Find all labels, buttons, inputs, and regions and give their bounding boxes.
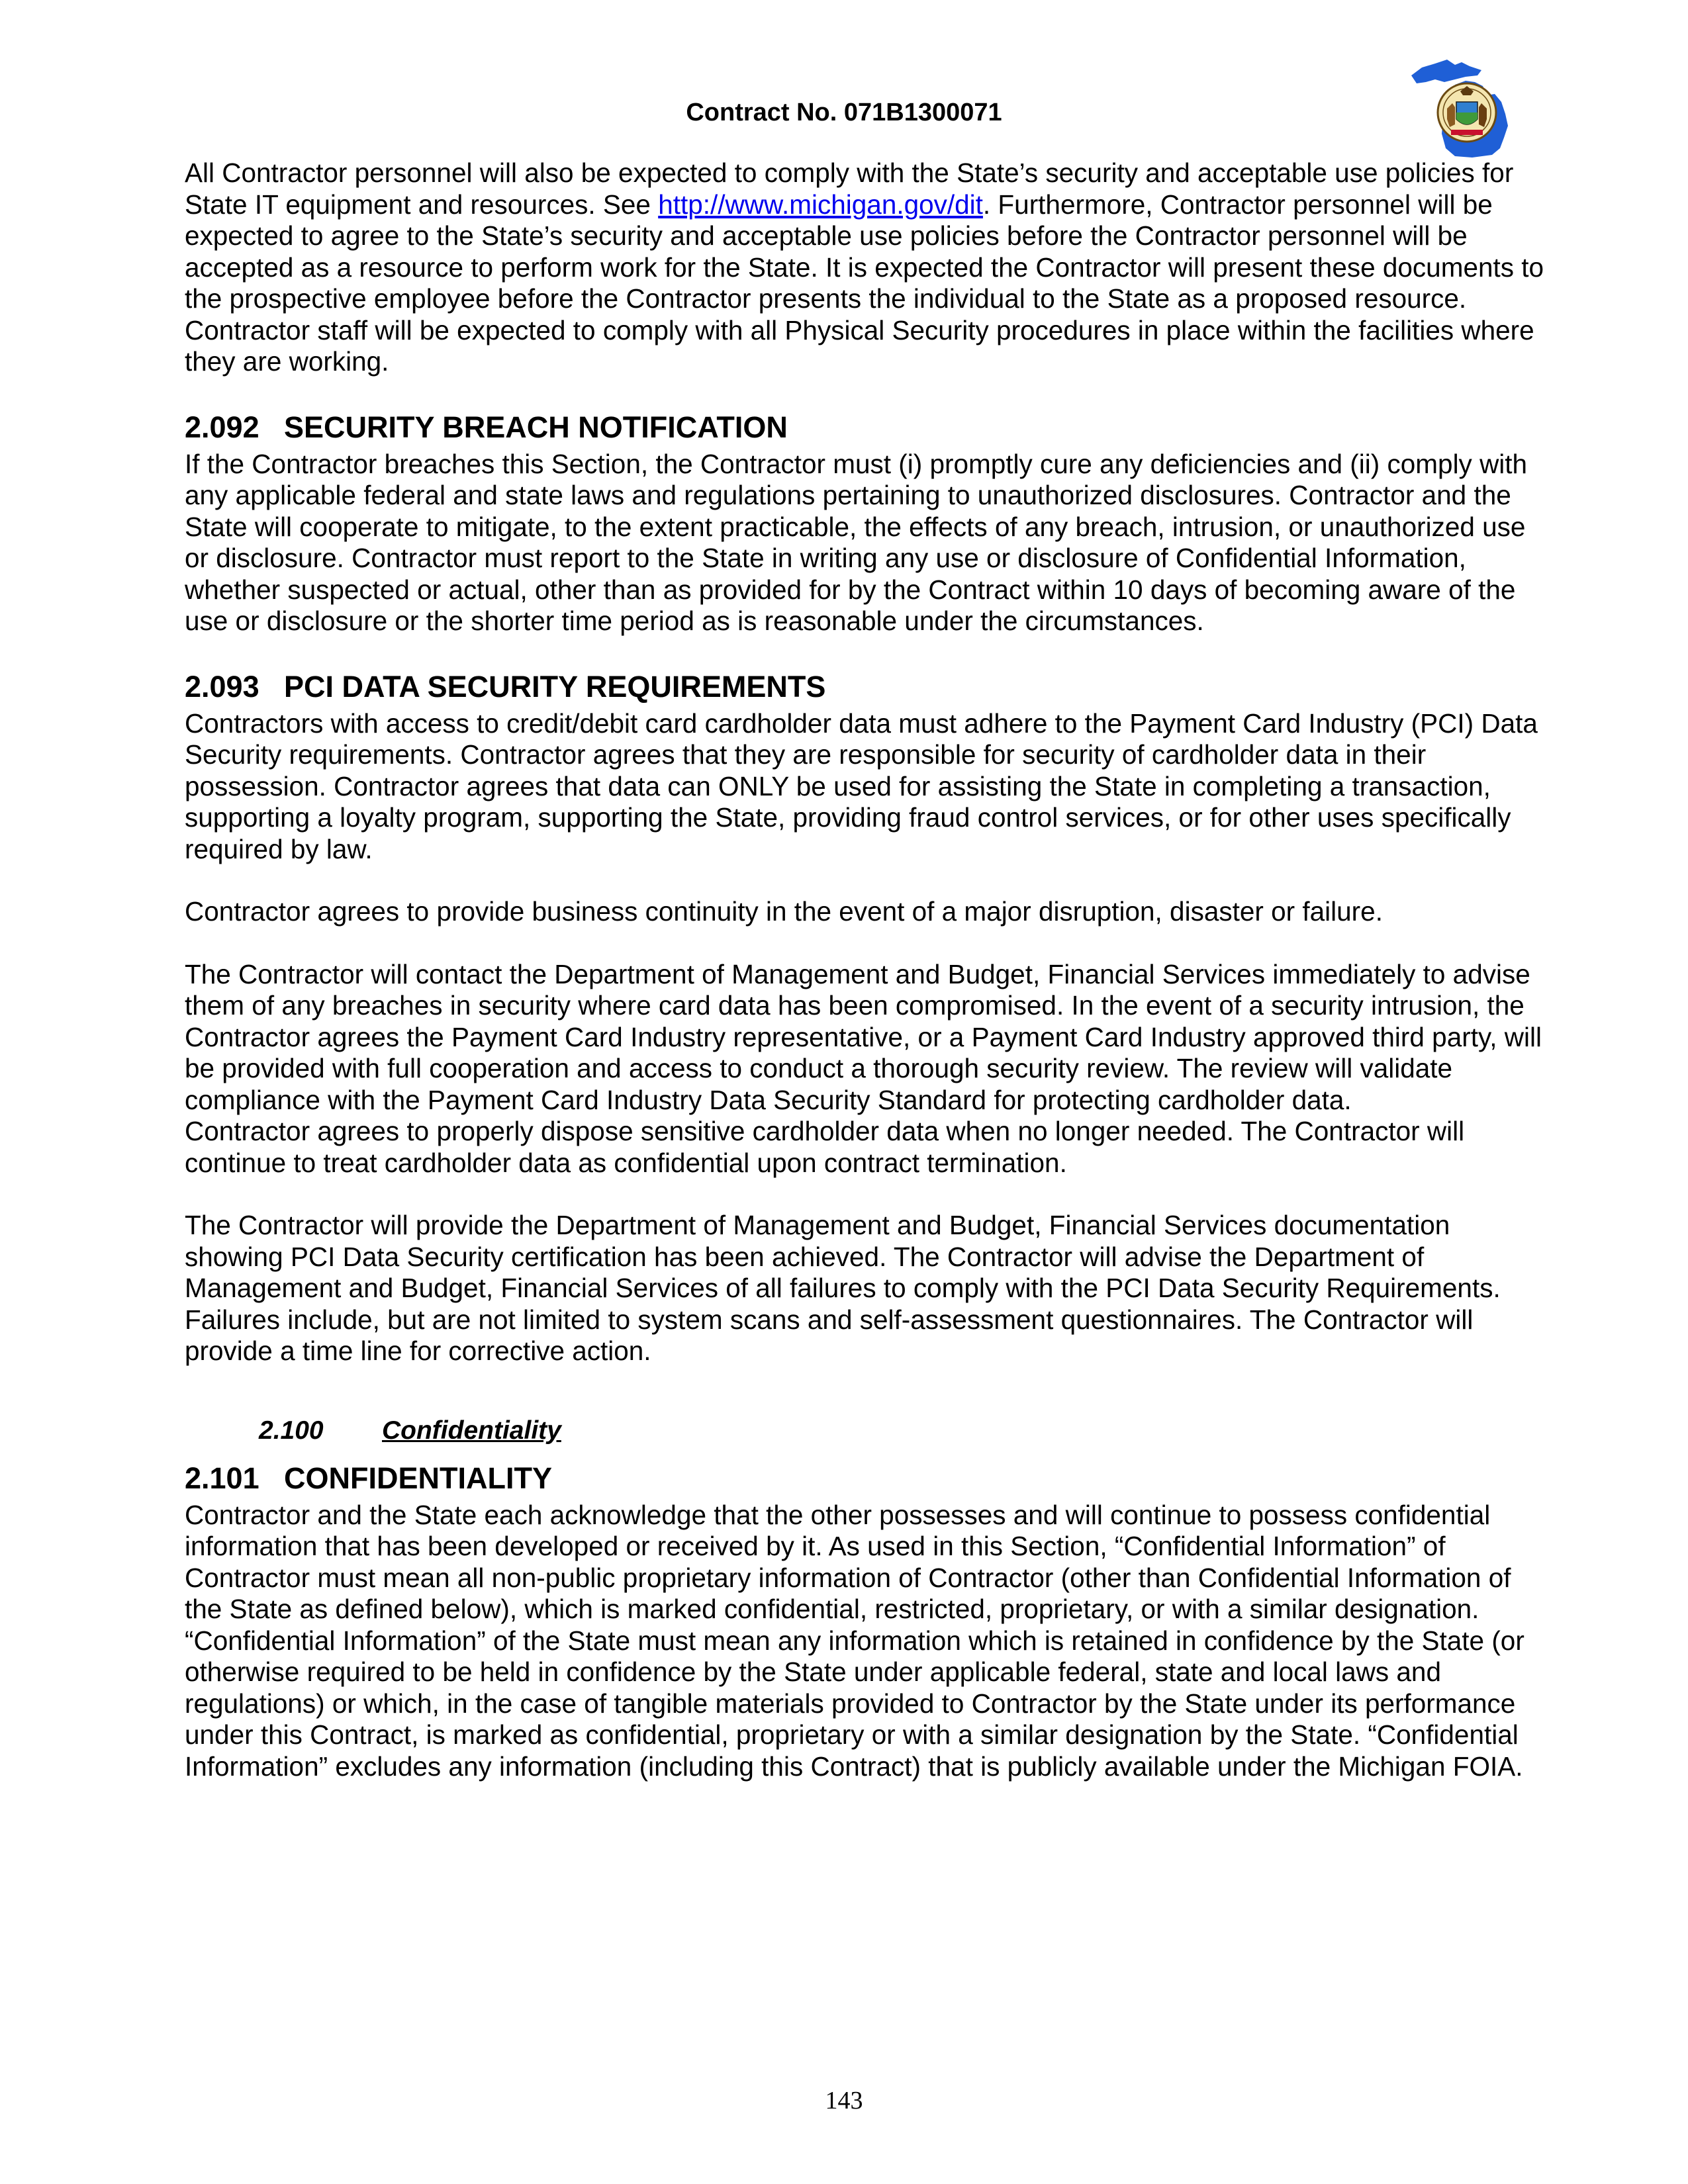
- section-title: PCI DATA SECURITY REQUIREMENTS: [284, 669, 826, 704]
- intro-text-after-link: . Furthermore, Contractor personnel will be expected to agree to the State’s security and acceptable use policies before the Contractor personnel will be accepted as a resource to perform work for the State. It is expected the Contractor will present these documents to the prospective employee before the Contractor presents the individual to the State as a proposed resource. Contractor staff will be expected to comply with all Physical Security procedures in place within the facilities where they are working.: [185, 189, 1544, 377]
- section-heading-2092: [185, 409, 1548, 446]
- page-number: 143: [825, 2087, 863, 2115]
- pci-paragraph-2: Contractor agrees to provide business continuity in the event of a major disruption, disaster or failure.: [185, 896, 1383, 927]
- document-body: [185, 158, 1548, 1782]
- section-title: SECURITY BREACH NOTIFICATION: [284, 410, 788, 444]
- security-breach-paragraph: If the Contractor breaches this Section, the Contractor must (i) promptly cure any deficiencies and (ii) comply with any applicable federal and state laws and regulations pertaining to unauthorized disclosures. Contractor and the State will cooperate to mitigate, to the extent practicable, the effects of any breach, intrusion, or unauthorized use or disclosure. Contractor must report to the State in writing any use or disclosure of Confidential Information, whether suspected or actual, other than as provided for by the Contract within 10 days of becoming aware of the use or disclosure or the shorter time period as is reasonable under the circumstances.: [185, 448, 1528, 636]
- section-number: 2.093: [185, 669, 259, 704]
- confidentiality-paragraph: Contractor and the State each acknowledge that the other possesses and will continue to possess confidential information that has been developed or received by it. As used in this Section, “Confidential Information” of Contractor must mean all non-public proprietary information of Contractor (other than Confidential Information of the State as defined below), which is marked confidential, restricted, proprietary, or with a similar designation. “Confidential Information” of the State must mean any information which is retained in confidence by the State (or otherwise required to be held in confidence by the State under applicable federal, state and local laws and regulations) or which, in the case of tangible materials provided to Contractor by the State under its performance under this Contract, is marked as confidential, proprietary or with a similar designation by the State. “Confidential Information” excludes any information (including this Contract) that is publicly available under the Michigan FOIA.: [185, 1499, 1524, 1782]
- intro-paragraph: [185, 158, 1548, 378]
- pci-paragraph-1: Contractors with access to credit/debit card cardholder data must adhere to the Payment Card Industry (PCI) Data Security requirements. Contractor agrees that they are responsible for security of cardholder data in their possession. Contractor agrees that data can ONLY be used for assisting the State in completing a transaction, supporting a loyalty program, supporting the State, providing fraud control services, or for other uses specifically required by law.: [185, 707, 1538, 864]
- subsection-number: 2.100: [259, 1416, 324, 1445]
- section-heading-2101: [185, 1460, 1548, 1497]
- pci-paragraph-3: The Contractor will contact the Department of Management and Budget, Financial Services immediately to advise them of any breaches in security where card data has been compromised. In the event of a security intrusion, the Contractor agrees the Payment Card Industry representative, or a Payment Card Industry approved third party, will be provided with full cooperation and access to conduct a thorough security review. The review will validate compliance with the Payment Card Industry Data Security Standard for protecting cardholder data.: [185, 958, 1542, 1115]
- section-number: 2.101: [185, 1461, 259, 1495]
- subsection-heading-2100: [259, 1415, 1548, 1447]
- subsection-title: Confidentiality: [382, 1416, 561, 1445]
- section-number: 2.092: [185, 410, 259, 444]
- contract-number-header: Contract No. 071B1300071: [686, 99, 1002, 126]
- michigan-state-seal-logo: [1409, 56, 1520, 161]
- pci-paragraph-4: Contractor agrees to properly dispose sensitive cardholder data when no longer needed. The Contractor will continue to treat cardholder data as confidential upon contract termination.: [185, 1116, 1465, 1178]
- intro-text-before-link: All Contractor personnel will also be expected to comply with the State’s security and acceptable use policies for State IT equipment and resources. See: [185, 158, 1514, 220]
- section-heading-2093: [185, 668, 1548, 705]
- section-title: CONFIDENTIALITY: [284, 1461, 552, 1495]
- michigan-dit-link[interactable]: http://www.michigan.gov/dit: [658, 189, 983, 220]
- pci-paragraph-5: The Contractor will provide the Department of Management and Budget, Financial Services documentation showing PCI Data Security certification has been achieved. The Contractor will advise the Department of Management and Budget, Financial Services of all failures to comply with the PCI Data Security Requirements. Failures include, but are not limited to system scans and self-assessment questionnaires. The Contractor will provide a time line for corrective action.: [185, 1210, 1501, 1366]
